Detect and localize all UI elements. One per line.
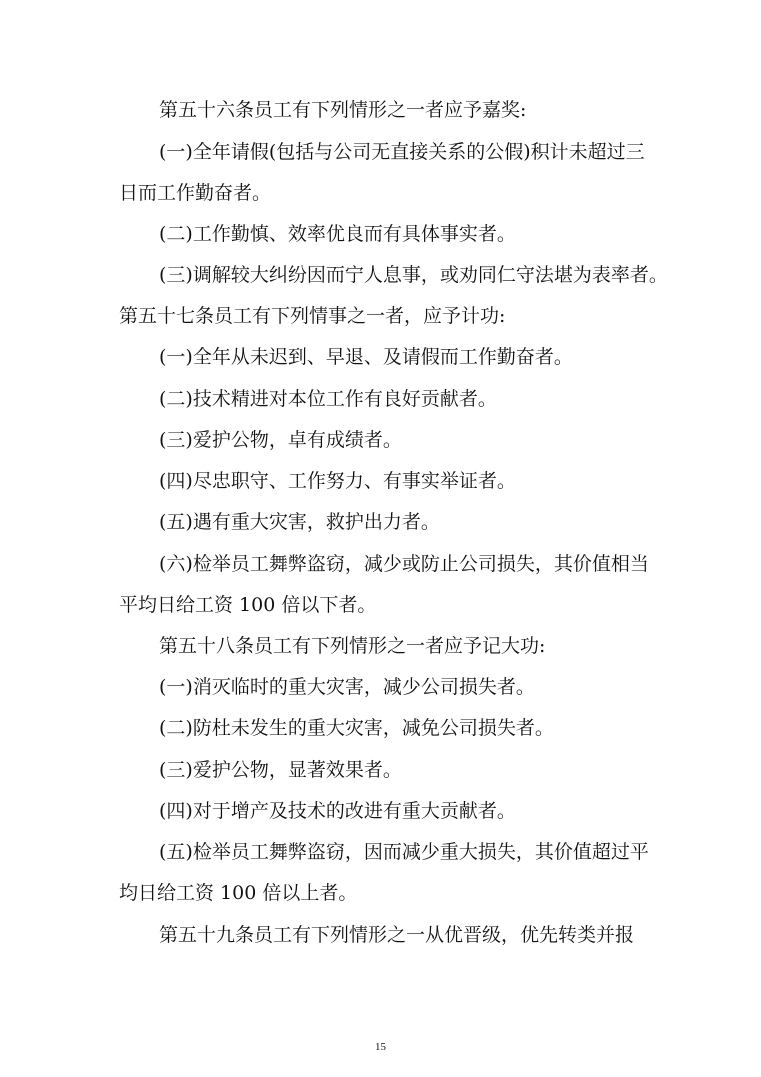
article-59-heading: 第五十九条员工有下列情形之一从优晋级，优先转类并报 [159,924,635,946]
article-57-item-4: (四)尽忠职守、工作努力、有事实举证者。 [159,470,516,492]
article-57-item-2: (二)技术精进对本位工作有良好贡献者。 [159,388,497,410]
article-57-item-6-cont: 平均日给工资 100 倍以下者。 [119,594,377,616]
article-56-heading: 第五十六条员工有下列情形之一者应予嘉奖: [159,99,527,121]
article-57-item-5: (五)遇有重大灾害，救护出力者。 [159,511,440,533]
article-58-item-2: (二)防杜未发生的重大灾害，减免公司损失者。 [159,717,554,739]
article-58-heading: 第五十八条员工有下列情形之一者应予记大功: [159,635,546,657]
article-57-item-1: (一)全年从未迟到、早退、及请假而工作勤奋者。 [159,346,573,368]
article-56-item-3: (三)调解较大纠纷因而宁人息事，或劝同仁守法堪为表率者。 [159,264,668,286]
article-58-item-5: (五)检举员工舞弊盗窃，因而减少重大损失，其价值超过平 [159,841,649,863]
article-58-item-3: (三)爱护公物，显著效果者。 [159,759,402,781]
article-58-item-5-cont: 均日给工资 100 倍以上者。 [119,882,358,904]
article-57-item-3: (三)爱护公物，卓有成绩者。 [159,429,402,451]
article-58-item-1: (一)消灭临时的重大灾害，减少公司损失者。 [159,676,535,698]
article-56-item-2: (二)工作勤慎、效率优良而有具体事实者。 [159,223,516,245]
article-57-item-6: (六)检举员工舞弊盗窃，减少或防止公司损失，其价值相当 [159,553,649,575]
article-56-item-1: (一)全年请假(包括与公司无直接关系的公假)积计未超过三 [159,141,645,163]
article-58-item-4: (四)对于增产及技术的改进有重大贡献者。 [159,800,516,822]
article-56-item-1-cont: 日而工作勤奋者。 [119,182,272,204]
article-57-heading: 第五十七条员工有下列情事之一者，应予计功: [119,305,506,327]
page-number: 15 [375,1041,386,1053]
